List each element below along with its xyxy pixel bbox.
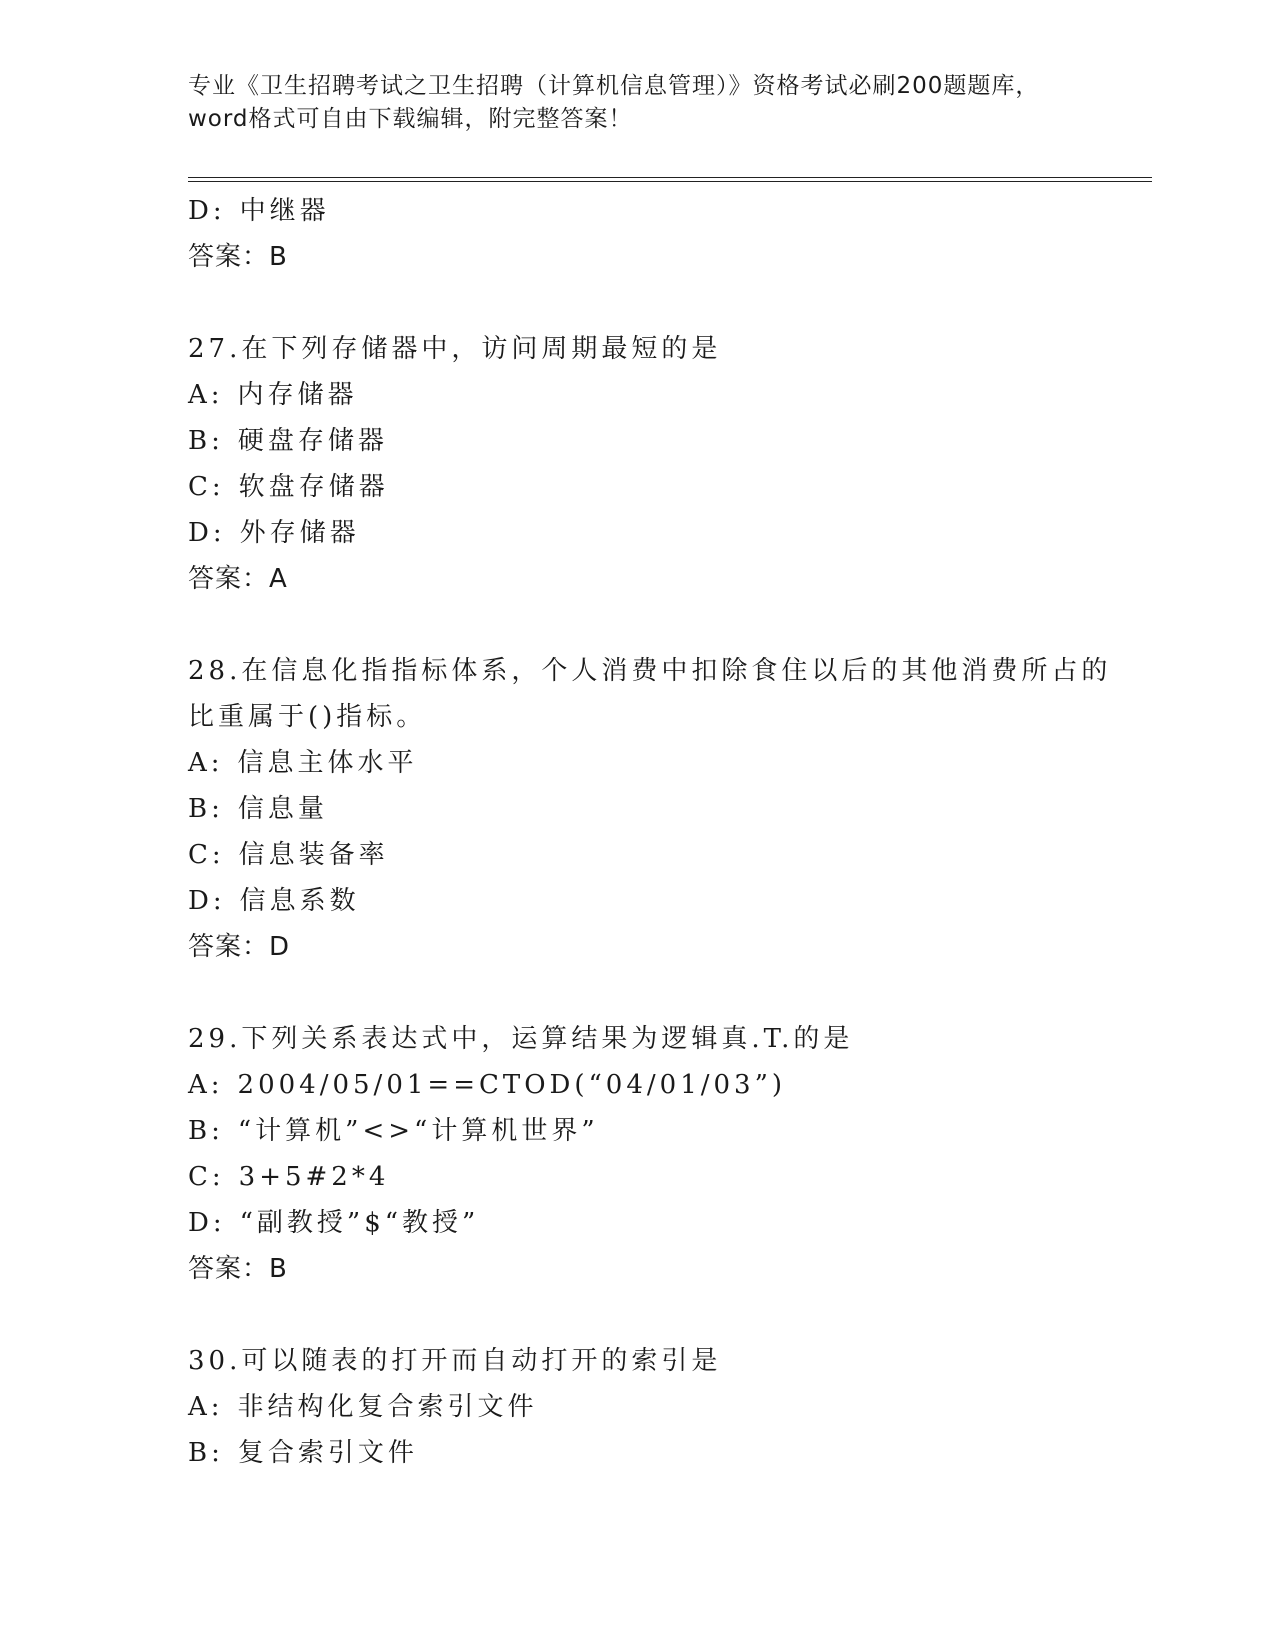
spacer xyxy=(188,280,1088,326)
question-26-tail xyxy=(188,188,1088,280)
header-line-1: 专业《卫生招聘考试之卫生招聘（计算机信息管理）》资格考试必刷200题题库， xyxy=(188,73,1040,99)
option-b: B: 硬盘存储器 xyxy=(188,426,388,456)
option-d: D: 信息系数 xyxy=(188,886,360,916)
option-a: A: 2004/05/01==CTOD(“04/01/03”) xyxy=(188,1070,787,1100)
question-text: 29.下列关系表达式中，运算结果为逻辑真.T.的是 xyxy=(188,1024,854,1054)
question-30 xyxy=(188,1338,1088,1476)
spacer xyxy=(188,1292,1088,1338)
option-b: B: “计算机”<>“计算机世界” xyxy=(188,1116,599,1146)
question-text-cont: 比重属于()指标。 xyxy=(188,702,427,732)
option-d: D: 外存储器 xyxy=(188,518,360,548)
header-divider xyxy=(188,177,1152,182)
document-header xyxy=(188,70,1088,136)
spacer xyxy=(188,602,1088,648)
answer: 答案：B xyxy=(188,1254,288,1284)
option-a: A: 内存储器 xyxy=(188,380,358,410)
spacer xyxy=(188,970,1088,1016)
option-a: A: 非结构化复合索引文件 xyxy=(188,1392,538,1422)
question-29 xyxy=(188,1016,1088,1292)
option-d: D: 中继器 xyxy=(188,196,330,226)
question-list xyxy=(188,188,1112,1476)
answer: 答案：D xyxy=(188,932,291,962)
question-27 xyxy=(188,326,1088,602)
option-b: B: 复合索引文件 xyxy=(188,1438,418,1468)
option-c: C: 信息装备率 xyxy=(188,840,389,870)
question-text: 30.可以随表的打开而自动打开的索引是 xyxy=(188,1346,722,1376)
option-b: B: 信息量 xyxy=(188,794,328,824)
option-a: A: 信息主体水平 xyxy=(188,748,418,778)
answer: 答案：A xyxy=(188,564,288,594)
option-d: D: “副教授”$“教授” xyxy=(188,1208,480,1238)
header-line-2: word格式可自由下载编辑，附完整答案！ xyxy=(188,106,633,132)
answer: 答案：B xyxy=(188,242,288,272)
option-c: C: 软盘存储器 xyxy=(188,472,389,502)
option-c: C: 3+5#2*4 xyxy=(188,1162,390,1192)
question-text: 28.在信息化指指标体系，个人消费中扣除食住以后的其他消费所占的 xyxy=(188,656,1112,686)
question-28 xyxy=(188,648,1112,970)
question-text: 27.在下列存储器中，访问周期最短的是 xyxy=(188,334,722,364)
